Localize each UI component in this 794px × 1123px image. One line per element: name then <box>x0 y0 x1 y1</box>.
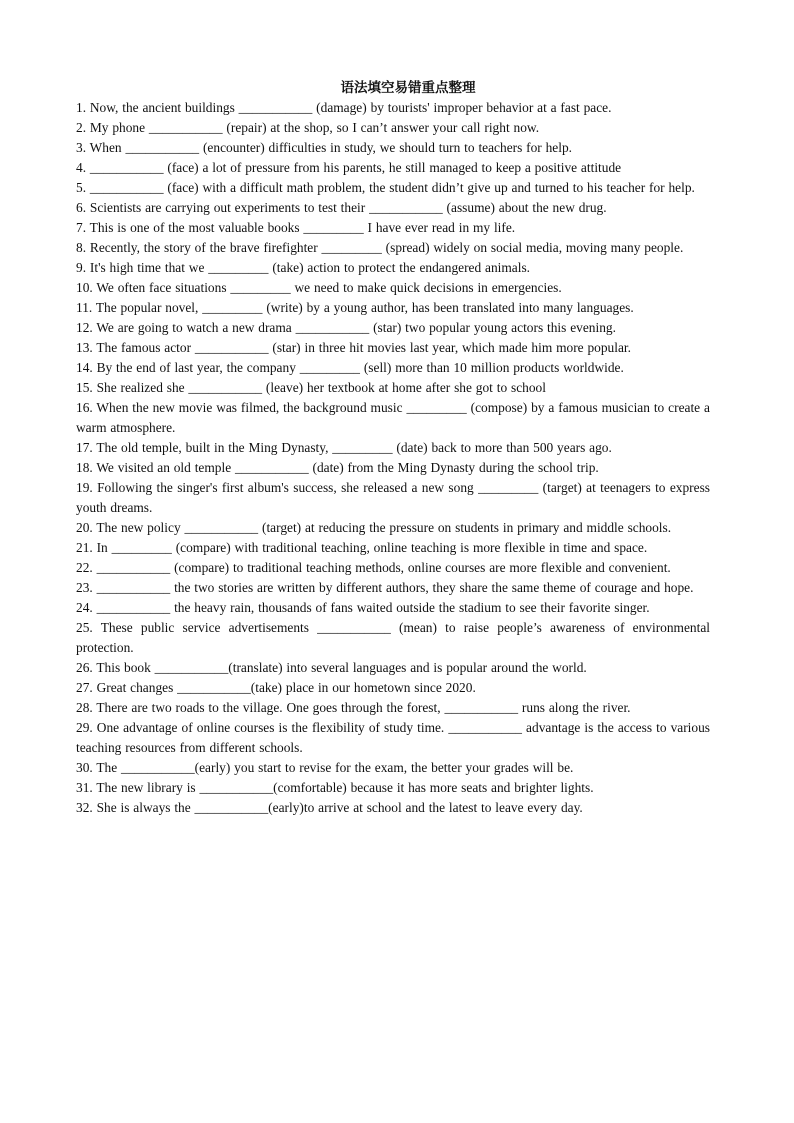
exercise-item: 1. Now, the ancient buildings ___________ (damage) by tourists' improper behavior at a fast pace. <box>76 100 612 115</box>
exercise-item: 20. The new policy ___________ (target) at reducing the pressure on students in primary and middle schools. <box>76 520 672 535</box>
exercise-item: 23. ___________ the two stories are written by different authors, they share the same theme of courage and hope. <box>76 580 694 595</box>
exercise-item: 30. The ___________(early) you start to revise for the exam, the better your grades will be. <box>76 760 574 775</box>
exercise-item: 4. ___________ (face) a lot of pressure from his parents, he still managed to keep a positive attitude <box>76 160 622 175</box>
exercise-item: 32. She is always the ___________(early)to arrive at school and the latest to leave every day. <box>76 800 583 815</box>
exercise-item: 16. When the new movie was filmed, the background music _________ (compose) by a famous musician to create a warm atmosphere. <box>76 400 710 435</box>
exercise-item: 13. The famous actor ___________ (star) in three hit movies last year, which made him more popular. <box>76 340 631 355</box>
exercise-list <box>76 98 710 818</box>
document-page <box>76 78 710 818</box>
exercise-item: 22. ___________ (compare) to traditional teaching methods, online courses are more flexible and convenient. <box>76 560 671 575</box>
exercise-item: 2. My phone ___________ (repair) at the shop, so I can’t answer your call right now. <box>76 120 540 135</box>
document-title: 语法填空易错重点整理 <box>340 80 476 96</box>
exercise-item: 12. We are going to watch a new drama ___________ (star) two popular young actors this evening. <box>76 320 616 335</box>
exercise-item: 17. The old temple, built in the Ming Dynasty, _________ (date) back to more than 500 years ago. <box>76 440 612 455</box>
exercise-item: 8. Recently, the story of the brave firefighter _________ (spread) widely on social media, moving many people. <box>76 240 684 255</box>
exercise-item: 28. There are two roads to the village. One goes through the forest, ___________ runs along the river. <box>76 700 631 715</box>
exercise-item: 9. It's high time that we _________ (take) action to protect the endangered animals. <box>76 260 531 275</box>
exercise-item: 21. In _________ (compare) with traditional teaching, online teaching is more flexible in time and space. <box>76 540 648 555</box>
exercise-item: 10. We often face situations _________ we need to make quick decisions in emergencies. <box>76 280 562 295</box>
exercise-item: 25. These public service advertisements ___________ (mean) to raise people’s awareness of environmental protection. <box>76 620 710 655</box>
exercise-item: 5. ___________ (face) with a difficult math problem, the student didn’t give up and turned to his teacher for help. <box>76 180 695 195</box>
exercise-item: 31. The new library is ___________(comfortable) because it has more seats and brighter lights. <box>76 780 594 795</box>
exercise-item: 3. When ___________ (encounter) difficulties in study, we should turn to teachers for help. <box>76 140 573 155</box>
exercise-item: 11. The popular novel, _________ (write) by a young author, has been translated into many languages. <box>76 300 634 315</box>
exercise-item: 14. By the end of last year, the company _________ (sell) more than 10 million products worldwide. <box>76 360 624 375</box>
exercise-item: 26. This book ___________(translate) into several languages and is popular around the world. <box>76 660 587 675</box>
exercise-item: 18. We visited an old temple ___________ (date) from the Ming Dynasty during the school trip. <box>76 460 599 475</box>
exercise-item: 15. She realized she ___________ (leave) her textbook at home after she got to school <box>76 380 546 395</box>
exercise-item: 27. Great changes ___________(take) place in our hometown since 2020. <box>76 680 476 695</box>
exercise-item: 29. One advantage of online courses is the flexibility of study time. ___________ advantage is the access to various teaching resources from different schools. <box>76 720 710 755</box>
exercise-item: 24. ___________ the heavy rain, thousands of fans waited outside the stadium to see their favorite singer. <box>76 600 650 615</box>
exercise-item: 19. Following the singer's first album's success, she released a new song _________ (target) at teenagers to express youth dreams. <box>76 480 710 515</box>
exercise-item: 7. This is one of the most valuable books _________ I have ever read in my life. <box>76 220 516 235</box>
exercise-item: 6. Scientists are carrying out experiments to test their ___________ (assume) about the new drug. <box>76 200 607 215</box>
